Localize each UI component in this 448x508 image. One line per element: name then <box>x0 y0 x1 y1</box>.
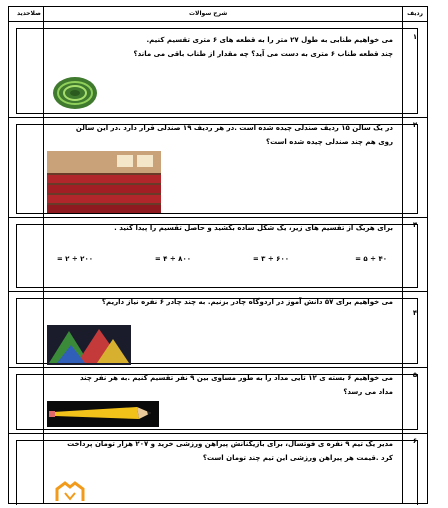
header-score: صلاحدید <box>17 10 41 17</box>
question-number: ۳ <box>412 221 418 229</box>
question-number: ۴ <box>412 309 418 317</box>
question-text <box>53 121 393 149</box>
question-text <box>53 437 393 465</box>
auditorium-image <box>47 151 161 213</box>
question-row <box>9 291 427 368</box>
question-line: برای هریک از تقسیم های زیر، یک شکل ساده بکشید و حاصل تقسیم را پیدا کنید . <box>114 224 393 232</box>
question-row <box>9 117 427 218</box>
question-number: ۲ <box>412 121 418 129</box>
question-text <box>53 33 393 61</box>
worksheet <box>8 6 428 504</box>
tents-image <box>47 325 131 365</box>
question-text <box>53 295 393 309</box>
table-header <box>9 7 427 22</box>
division-4: ۲۰۰ ÷ ۲ = <box>56 255 93 263</box>
question-line: می خواهیم طنابی به طول ۲۷ متر را به قطعه های ۶ متری تقسیم کنیم. <box>146 36 393 44</box>
jersey-image <box>53 479 87 505</box>
pencil-image <box>47 401 159 427</box>
rope-image <box>51 71 99 111</box>
question-number: ۶ <box>412 437 418 445</box>
question-row <box>9 433 427 505</box>
division-2: ۶۰۰ ÷ ۳ = <box>252 255 289 263</box>
question-text <box>53 221 393 235</box>
question-line: روی هم چند صندلی چیده شده است؟ <box>266 138 393 146</box>
question-number: ۵ <box>412 371 418 379</box>
division-3: ۸۰۰ ÷ ۴ = <box>154 255 191 263</box>
division-1: ۴۰ ÷ ۵ = <box>355 255 387 263</box>
question-number: ۱ <box>412 33 418 41</box>
question-line: می خواهیم برای ۵۷ دانش آموز در اردوگاه چادر بزنیم. به چند چادر ۶ نفره نیاز داریم؟ <box>101 298 393 306</box>
question-line: چند قطعه طناب ۶ متری به دست می آید؟ چه مقدار از طناب باقی می ماند؟ <box>133 50 393 58</box>
question-row <box>9 21 427 118</box>
header-number: ردیف <box>407 10 423 17</box>
question-line: مداد می رسد؟ <box>343 388 393 396</box>
header-questions: شرح سوالات <box>189 10 228 17</box>
question-row <box>9 367 427 434</box>
question-line: می خواهیم ۶ بسته ی ۱۲ تایی مداد را به طور مساوی بین ۹ نفر تقسیم کنیم .به هر نفر چند <box>79 374 393 382</box>
question-text <box>53 371 393 399</box>
question-line: کرد .قیمت هر پیراهن ورزشی این تیم چند تومان است؟ <box>202 454 393 462</box>
question-row <box>9 217 427 292</box>
question-line: در یک سالن ۱۵ ردیف صندلی چیده شده است .در هر ردیف ۱۹ صندلی قرار دارد .در این سالن <box>75 124 393 132</box>
question-line: مدیر یک تیم ۹ نفره ی فوتسال، برای بازیکنانش پیراهن ورزشی خرید و ۲۰۷ هزار تومان پرداخت <box>67 440 393 448</box>
